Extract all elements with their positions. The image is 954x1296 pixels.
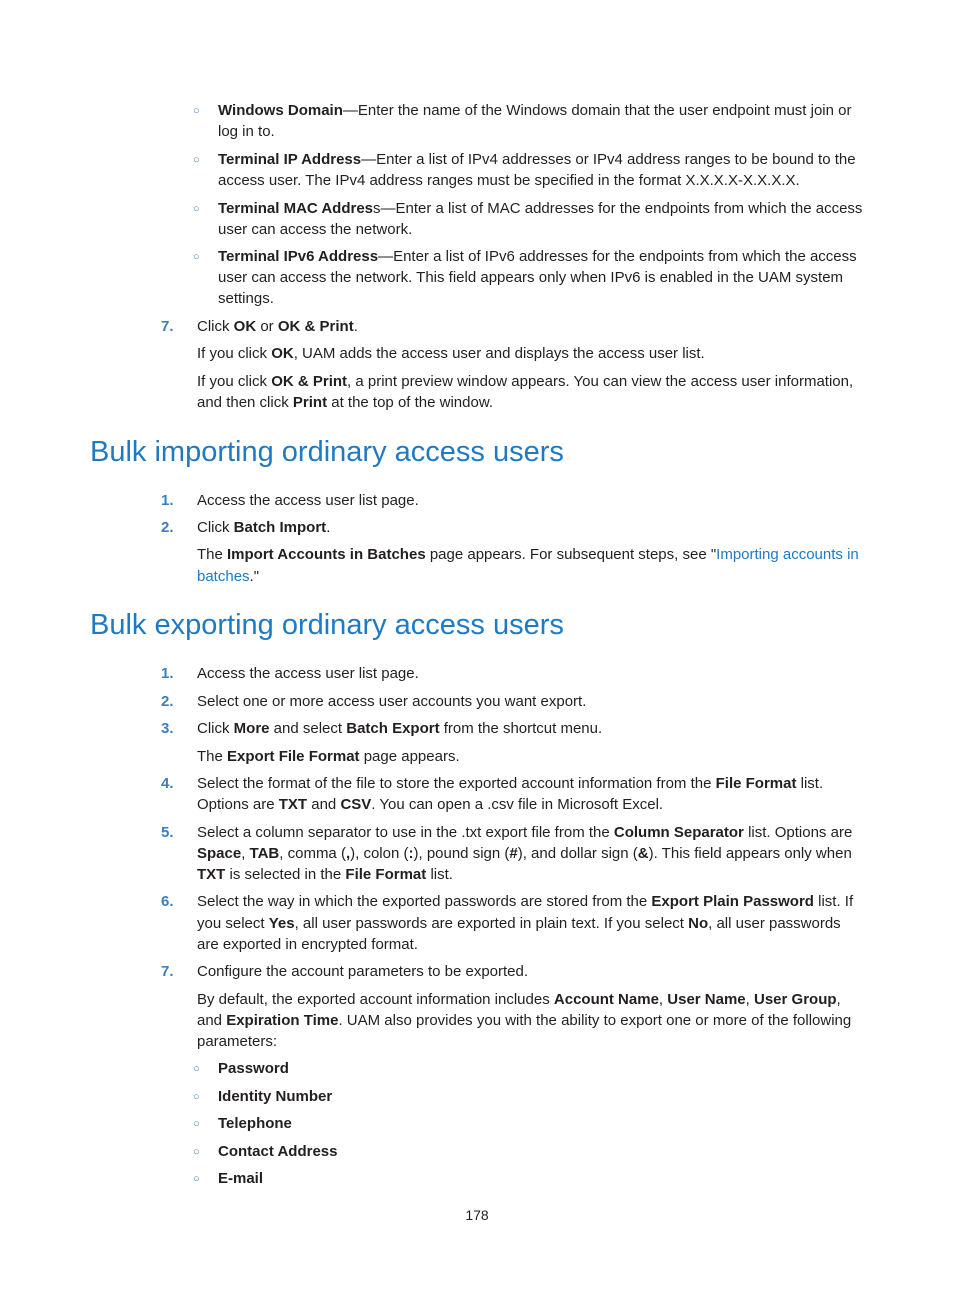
bullet-terminal-ip: Terminal IP Address—Enter a list of IPv4 addresses or IPv4 address ranges to be bound to the: [218, 151, 856, 168]
export-step-5-cont2: TXT is selected in the File Format list.: [197, 866, 453, 883]
bullet-terminal-mac-cont: user can access the network.: [218, 221, 413, 238]
bullet-terminal-ipv6: Terminal IPv6 Address—Enter a list of IPv6 addresses for the endpoints from which the access: [218, 248, 857, 265]
import-paragraph-cont: batches.": [197, 568, 260, 585]
bullet-icon: ○: [193, 1091, 200, 1103]
bullet-icon: ○: [193, 154, 200, 166]
bullet-icon: ○: [193, 203, 200, 215]
bullet-terminal-ipv6-cont: user can access the network. This field appears only when IPv6 is enabled in the UAM system: [218, 269, 844, 286]
bullet-windows-domain: Windows Domain—Enter the name of the Windows domain that the user endpoint must join or: [218, 102, 852, 119]
import-step-2: Click Batch Import.: [197, 519, 331, 536]
import-step-1: Access the access user list page.: [197, 492, 419, 509]
step-number: 4.: [161, 775, 174, 792]
export-step-5: Select a column separator to use in the .txt export file from the Column Separator list. Options are: [197, 824, 853, 841]
export-step-4: Select the format of the file to store the exported account information from the File Format list.: [197, 775, 824, 792]
import-paragraph: The Import Accounts in Batches page appears. For subsequent steps, see "Importing accounts in: [197, 546, 859, 563]
bullet-terminal-ipv6-cont2: settings.: [218, 290, 274, 307]
link-importing-accounts[interactable]: Importing accounts in: [716, 546, 859, 563]
export-step-6-cont: you select Yes, all user passwords are exported in plain text. If you select No, all user passwords: [197, 915, 841, 932]
step-number: 1.: [161, 492, 174, 509]
bullet-icon: ○: [193, 1118, 200, 1130]
step-number: 3.: [161, 720, 174, 737]
step-number: 1.: [161, 665, 174, 682]
bullet-windows-domain-cont: log in to.: [218, 123, 275, 140]
step-number: 2.: [161, 519, 174, 536]
export-step-6-cont2: are exported in encrypted format.: [197, 936, 418, 953]
export-step-7-note-cont2: parameters:: [197, 1033, 278, 1050]
export-step-3: Click More and select Batch Export from the shortcut menu.: [197, 720, 603, 737]
link-batches[interactable]: batches: [197, 568, 250, 585]
paragraph-ok-print-cont: and then click Print at the top of the window.: [197, 394, 494, 411]
step-number: 7.: [161, 963, 174, 980]
param-item: E-mail: [218, 1170, 264, 1187]
page-number: 178: [465, 1207, 489, 1223]
step-number: 2.: [161, 693, 174, 710]
param-item: Identity Number: [218, 1088, 333, 1105]
heading-bulk-import: Bulk importing ordinary access users: [90, 436, 564, 468]
export-step-1: Access the access user list page.: [197, 665, 419, 682]
bullet-icon: ○: [193, 1173, 200, 1185]
bullet-icon: ○: [193, 105, 200, 117]
export-step-3-note: The Export File Format page appears.: [197, 748, 460, 765]
bullet-icon: ○: [193, 251, 200, 263]
bullet-terminal-mac: Terminal MAC Address—Enter a list of MAC addresses for the endpoints from which the access: [218, 200, 863, 217]
bullet-icon: ○: [193, 1063, 200, 1075]
param-item: Password: [218, 1060, 289, 1077]
paragraph-ok: If you click OK, UAM adds the access user and displays the access user list.: [197, 345, 705, 362]
export-step-7-note-cont: and Expiration Time. UAM also provides you with the ability to export one or more of the following: [197, 1012, 852, 1029]
heading-bulk-export: Bulk exporting ordinary access users: [90, 609, 564, 641]
step-number: 5.: [161, 824, 174, 841]
bullet-terminal-ip-cont: access user. The IPv4 address ranges must be specified in the format X.X.X.X-X.X.X.X.: [218, 172, 800, 189]
paragraph-ok-print: If you click OK & Print, a print preview window appears. You can view the access user information,: [197, 373, 854, 390]
param-item: Telephone: [218, 1115, 292, 1132]
step-number: 7.: [161, 318, 174, 335]
export-step-2: Select one or more access user accounts you want export.: [197, 693, 587, 710]
export-step-4-cont: Options are TXT and CSV. You can open a .csv file in Microsoft Excel.: [197, 796, 664, 813]
step-click-ok: Click OK or OK & Print.: [197, 318, 358, 335]
export-step-6: Select the way in which the exported passwords are stored from the Export Plain Password list. If: [197, 893, 854, 910]
param-item: Contact Address: [218, 1143, 338, 1160]
export-step-7: Configure the account parameters to be exported.: [197, 963, 529, 980]
export-step-5-cont: Space, TAB, comma (,), colon (:), pound sign (#), and dollar sign (&). This field appears only when: [197, 845, 852, 862]
bullet-icon: ○: [193, 1146, 200, 1158]
step-number: 6.: [161, 893, 174, 910]
export-step-7-note: By default, the exported account information includes Account Name, User Name, User Group,: [197, 991, 841, 1008]
